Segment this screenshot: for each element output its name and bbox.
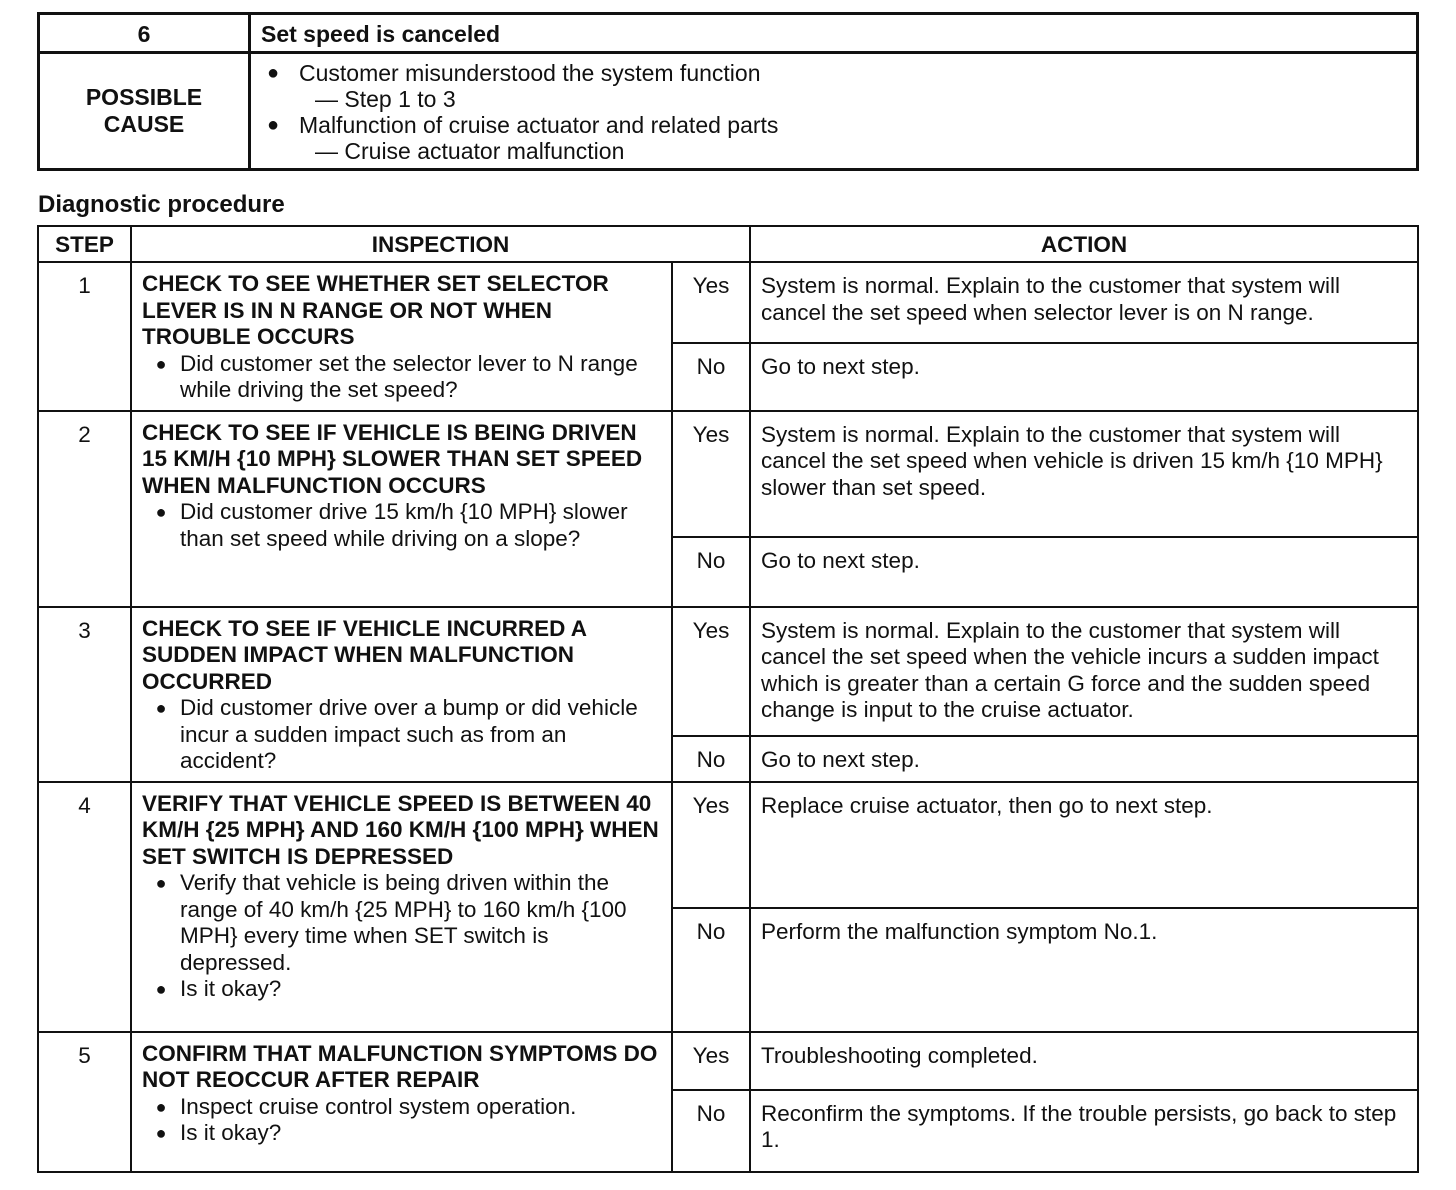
inspection-bullet [142,1120,661,1147]
inspection-bullet-text: Is it okay? [180,1120,282,1145]
inspection-bullet-text: Verify that vehicle is being driven within the range of 40 km/h {25 MPH} to 160 km/h {100 MPH} every time when SET switch is depressed. [180,870,627,975]
no-action: Reconfirm the symptoms. If the trouble persists, go back to step 1. [750,1090,1418,1172]
cause-subtext: — Cruise actuator malfunction [315,138,625,164]
no-label: No [672,537,750,607]
inspection-title: CONFIRM THAT MALFUNCTION SYMPTOMS DO NOT REOCCUR AFTER REPAIR [142,1040,658,1092]
bullet-icon: ● [155,698,167,718]
inspection-cell [131,607,672,782]
bullet-icon: ● [155,1096,167,1117]
cause-subtext: — Step 1 to 3 [315,86,456,112]
yes-label: Yes [672,1032,750,1090]
no-action: Go to next step. [750,537,1418,607]
yes-label: Yes [672,607,750,736]
yes-label: Yes [672,262,750,343]
malfunction-title: Set speed is canceled [250,14,1418,53]
yes-action: Replace cruise actuator, then go to next step. [750,782,1418,908]
cause-item [267,60,1406,86]
step-number: 1 [38,262,131,411]
possible-cause-label [39,53,250,170]
step-number: 5 [38,1032,131,1172]
inspection-title: CHECK TO SEE IF VEHICLE IS BEING DRIVEN 15 KM/H {10 MPH} SLOWER THAN SET SPEED WHEN MALFUNCTION OCCURS [142,419,643,498]
yes-label: Yes [672,782,750,908]
yes-label: Yes [672,411,750,537]
header-row [38,226,1418,262]
yes-action: Troubleshooting completed. [750,1032,1418,1090]
step-number: 2 [38,411,131,607]
step-row [38,262,1418,343]
yes-action: System is normal. Explain to the customer that system will cancel the set speed when selector lever is on N range. [750,262,1418,343]
no-action: Go to next step. [750,343,1418,410]
yes-action: System is normal. Explain to the customer that system will cancel the set speed when the vehicle incurs a sudden impact which is greater than a certain G force and the sudden speed change is input to the cruise actuator. [750,607,1418,736]
no-label: No [672,343,750,410]
header-action: ACTION [750,226,1418,262]
step-row [38,782,1418,908]
possible-cause-label-text: POSSIBLE CAUSE [85,84,203,137]
inspection-bullet [142,695,661,775]
cause-text: Malfunction of cruise actuator and related parts [299,112,779,138]
inspection-bullet [142,870,661,976]
bullet-icon: ● [267,114,280,136]
inspection-bullet [142,1094,661,1121]
inspection-bullet [142,351,661,404]
step-row [38,411,1418,537]
inspection-bullet-text: Did customer set the selector lever to N range while driving the set speed? [180,350,638,402]
step-number: 3 [38,607,131,782]
no-label: No [672,1090,750,1172]
bullet-icon: ● [155,873,167,893]
bullet-icon: ● [155,353,167,374]
bullet-icon: ● [155,502,167,522]
inspection-cell [131,262,672,411]
no-action: Perform the malfunction symptom No.1. [750,908,1418,1032]
header-step: STEP [38,226,131,262]
step-row [38,1032,1418,1090]
inspection-title: VERIFY THAT VEHICLE SPEED IS BETWEEN 40 KM/H {25 MPH} AND 160 KM/H {100 MPH} WHEN SET SWITCH IS DEPRESSED [142,790,659,869]
cause-table [37,12,1419,171]
inspection-bullet [142,976,661,1003]
malfunction-number: 6 [39,14,250,53]
inspection-bullet-text: Did customer drive over a bump or did vehicle incur a sudden impact such as from an accident? [180,695,638,773]
section-heading: Diagnostic procedure [38,191,285,218]
step-number: 4 [38,782,131,1032]
no-action: Go to next step. [750,736,1418,782]
inspection-bullet-text: Did customer drive 15 km/h {10 MPH} slower than set speed while driving on a slope? [180,499,628,551]
possible-cause-list [250,53,1418,170]
no-label: No [672,736,750,782]
step-row [38,607,1418,736]
inspection-title: CHECK TO SEE IF VEHICLE INCURRED A SUDDEN IMPACT WHEN MALFUNCTION OCCURRED [142,615,587,694]
inspection-cell [131,1032,672,1172]
inspection-bullet-text: Inspect cruise control system operation. [180,1093,577,1119]
bullet-icon: ● [155,979,167,999]
no-label: No [672,908,750,1032]
bullet-icon: ● [155,1123,167,1143]
inspection-bullet [142,499,661,552]
inspection-bullet-text: Is it okay? [180,976,282,1001]
yes-action: System is normal. Explain to the customer that system will cancel the set speed when vehicle is driven 15 km/h {10 MPH} slower than set speed. [750,411,1418,537]
bullet-icon: ● [267,62,280,84]
cause-item [267,112,1406,138]
inspection-title: CHECK TO SEE WHETHER SET SELECTOR LEVER IS IN N RANGE OR NOT WHEN TROUBLE OCCURS [142,271,609,349]
diagnostic-table [37,225,1419,1173]
header-inspection: INSPECTION [131,226,750,262]
inspection-cell [131,782,672,1032]
inspection-cell [131,411,672,607]
cause-text: Customer misunderstood the system function [299,60,761,86]
